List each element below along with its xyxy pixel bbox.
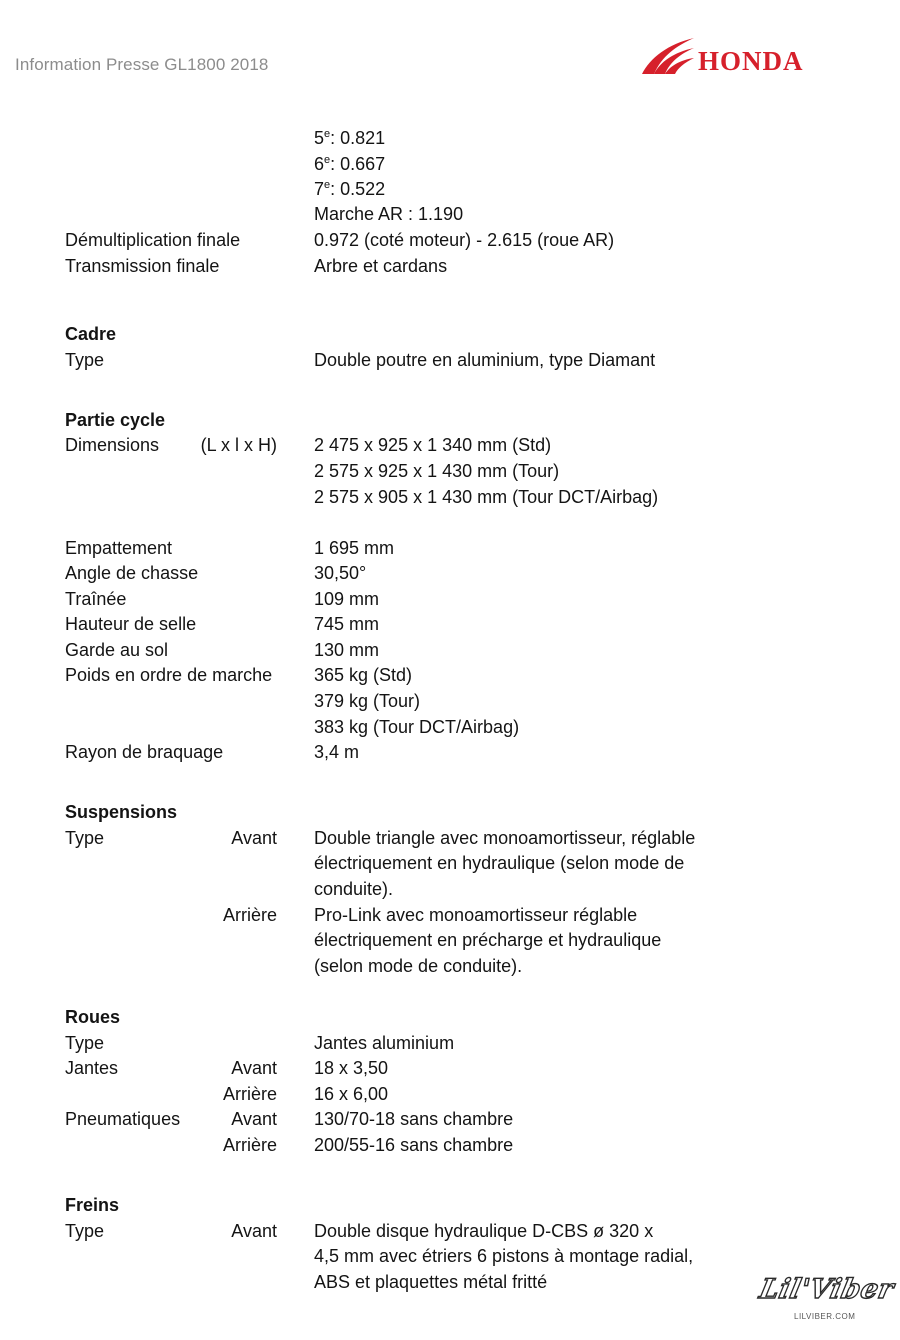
suspension-front-line-2: électriquement en hydraulique (selon mode de	[314, 853, 685, 873]
dimensions-row-tour: 2 575 x 925 x 1 430 mm (Tour)	[314, 461, 560, 481]
gear-6-row: 6e: 0.667	[314, 154, 386, 174]
jantes-rear-row: Arrière 16 x 6,00	[222, 1084, 389, 1104]
suspension-rear-row: Arrière Pro-Link avec monoamortisseur réglable	[222, 905, 638, 925]
gear-5-row: 5e: 0.821	[314, 128, 386, 148]
garde-sol-row: Garde au sol 130 mm	[65, 640, 380, 660]
pneus-front-row: Pneumatiques Avant 130/70-18 sans chambre	[65, 1109, 514, 1129]
empattement-row: Empattement 1 695 mm	[65, 538, 395, 558]
section-heading-freins: Freins	[65, 1195, 120, 1215]
section-heading-cadre: Cadre	[65, 324, 117, 344]
trainee-row: Traînée 109 mm	[65, 589, 380, 609]
rayon-braquage-row: Rayon de braquage 3,4 m	[65, 742, 360, 762]
poids-row: Poids en ordre de marche 365 kg (Std)	[65, 665, 413, 685]
gear-7-row: 7e: 0.522	[314, 179, 386, 199]
suspension-rear-line-3: (selon mode de conduite).	[314, 956, 523, 976]
suspension-rear-line-2: électriquement en précharge et hydraulique	[314, 930, 662, 950]
section-heading-roues: Roues	[65, 1007, 121, 1027]
final-drive-row: Transmission finale Arbre et cardans	[65, 256, 448, 276]
freins-front-line-3: ABS et plaquettes métal fritté	[314, 1272, 548, 1292]
roues-type-row: Type Jantes aluminium	[65, 1033, 455, 1053]
section-heading-suspensions: Suspensions	[65, 802, 178, 822]
pneus-rear-row: Arrière 200/55-16 sans chambre	[222, 1135, 514, 1155]
final-ratio-row: Démultiplication finale 0.972 (coté moteur) - 2.615 (roue AR)	[65, 230, 615, 250]
honda-wordmark: HONDA	[698, 46, 804, 76]
watermark-url: LILVIBER.COM	[794, 1312, 856, 1321]
lilviber-watermark	[752, 1272, 897, 1328]
suspension-front-row: Type Avant Double triangle avec monoamortisseur, réglable	[65, 828, 696, 848]
jantes-front-row: Jantes Avant 18 x 3,50	[65, 1058, 389, 1078]
hauteur-selle-row: Hauteur de selle 745 mm	[65, 614, 380, 634]
watermark-script-text: Lil'Viber	[756, 1274, 897, 1305]
poids-row-tour: 379 kg (Tour)	[314, 691, 421, 711]
angle-chasse-row: Angle de chasse 30,50°	[65, 563, 367, 583]
dimensions-row-dct: 2 575 x 905 x 1 430 mm (Tour DCT/Airbag)	[314, 487, 659, 507]
freins-front-line-2: 4,5 mm avec étriers 6 pistons à montage radial,	[314, 1246, 694, 1266]
poids-row-dct: 383 kg (Tour DCT/Airbag)	[314, 717, 520, 737]
cadre-type-row: Type Double poutre en aluminium, type Diamant	[65, 350, 656, 370]
page-header-title: Information Presse GL1800 2018	[15, 55, 269, 74]
section-heading-partie-cycle: Partie cycle	[65, 410, 166, 430]
freins-front-row: Type Avant Double disque hydraulique D-CBS ø 320 x	[65, 1221, 654, 1241]
suspension-front-line-3: conduite).	[314, 879, 394, 899]
reverse-gear-row: Marche AR : 1.190	[314, 204, 464, 224]
dimensions-row: Dimensions (L x l x H) 2 475 x 925 x 1 340 mm (Std)	[65, 435, 552, 455]
